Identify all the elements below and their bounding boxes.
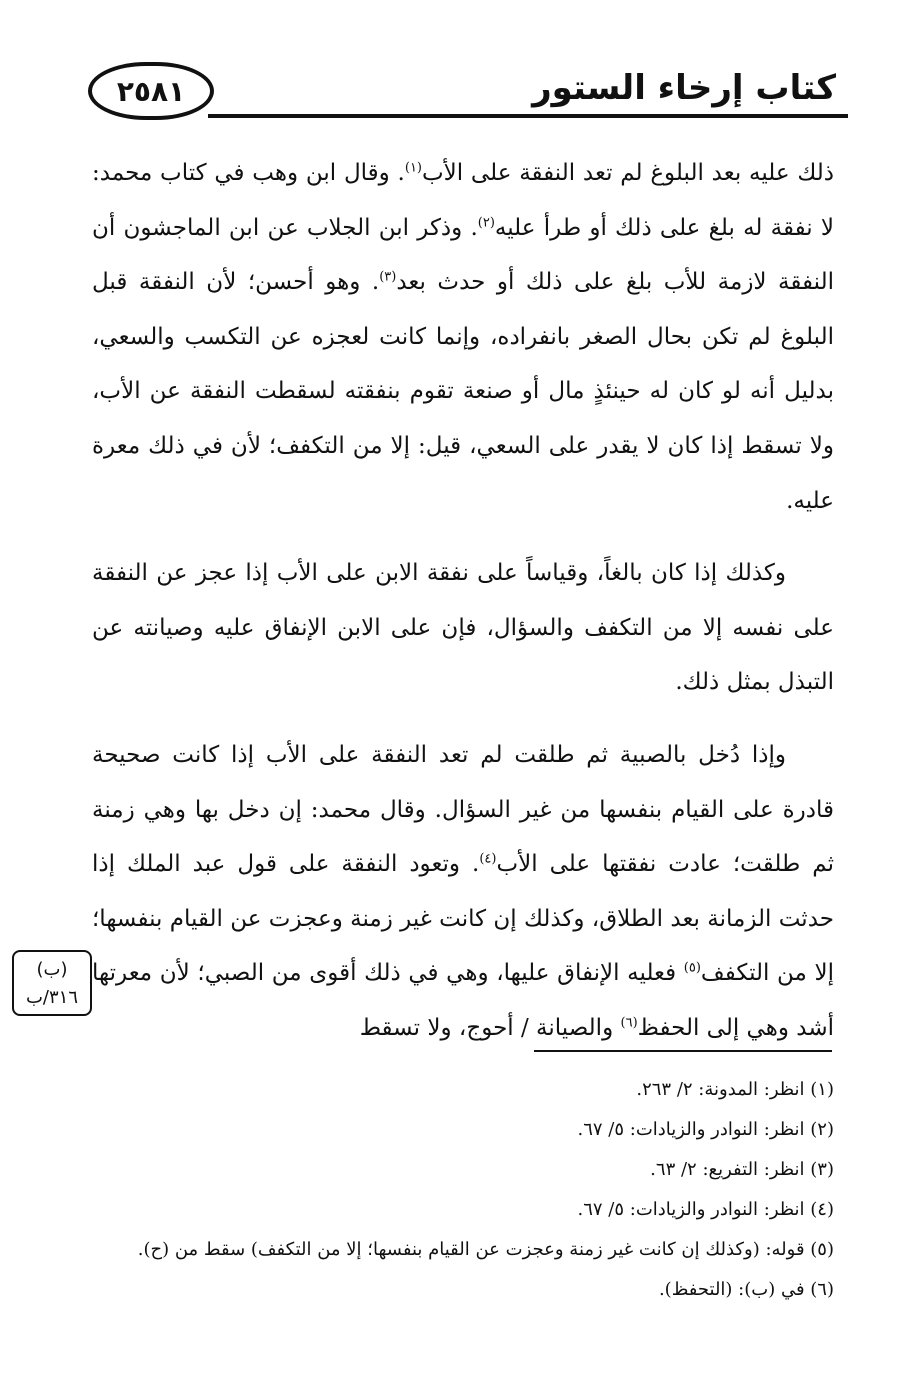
page-number: ٢٥٨١ — [116, 74, 186, 108]
footnote-ref-6: (٦) — [620, 1015, 638, 1031]
footnote-ref-1: (١) — [404, 160, 422, 176]
footnote-ref-2: (٢) — [477, 214, 495, 230]
manuscript-margin-note — [12, 950, 92, 1016]
text-segment: وإذا دُخل بالصبية ثم طلقت لم تعد النفقة على الأب إذا كانت صحيحة قادرة على القيام بنفسها من غير السؤال. وقال محمد: إن دخل بها وهي زمنة ثم طلقت؛ عادت نفقتها على الأب — [92, 741, 834, 878]
paragraph-3 — [92, 728, 834, 1056]
footnote-3: (٣) انظر: التفريع: ٢/ ٦٣. — [650, 1159, 834, 1180]
text-segment: . وذكر ابن الجلاب عن ابن الماجشون أن النفقة لازمة للأب بلغ على ذلك أو حدث بعد — [92, 214, 834, 296]
footnote-1: (١) انظر: المدونة: ٢/ ٢٦٣. — [636, 1079, 834, 1100]
footnote-ref-5: (٥) — [683, 960, 701, 976]
text-segment: والصيانة / أحوج، ولا تسقط — [359, 1014, 621, 1041]
text-segment: فعليه الإنفاق عليها، وهي في ذلك أقوى من الصبي؛ لأن معرتها أشد وهي إلى الحفظ — [92, 960, 834, 1041]
main-text — [92, 146, 834, 1074]
footnote-6: (٦) في (ب): (التحفظ). — [658, 1279, 834, 1300]
footnote-2: (٢) انظر: النوادر والزيادات: ٥/ ٦٧. — [577, 1119, 834, 1140]
text-segment: . وتعود النفقة على قول عبد الملك إذا حدثت الزمانة بعد الطلاق، وكذلك إن كانت غير زمنة وعجزت عن القيام بنفسها؛ إلا من التكفف — [92, 851, 834, 987]
paragraph-1 — [92, 146, 834, 528]
text-segment: وكذلك إذا كان بالغاً، وقياساً على نفقة الابن على الأب إذا عجز عن النفقة على نفسه إلا من التكفف والسؤال، فإن على الابن الإنفاق عليه وصيانته عن التبذل بمثل ذلك. — [92, 560, 834, 696]
text-segment: . وهو أحسن؛ لأن النفقة قبل البلوغ لم تكن بحال الصغر بانفراده، وإنما كانت لعجزه عن التكسب والسعي، بدليل أنه لو كان له حينئذٍ مال أو صنعة تقوم بنفقته لسقطت النفقة عن الأب، ولا تسقط إذا كان لا يقدر على السعي، قيل: إلا من التكفف؛ لأن في ذلك معرة عليه. — [92, 269, 834, 514]
text-segment: . وقال ابن وهب في كتاب محمد: لا نفقة له بلغ على ذلك أو طرأ عليه — [92, 160, 834, 241]
footnote-4: (٤) انظر: النوادر والزيادات: ٥/ ٦٧. — [577, 1199, 834, 1220]
footnote-5: (٥) قوله: (وكذلك إن كانت غير زمنة وعجزت عن القيام بنفسها؛ إلا من التكفف) سقط من (ح). — [137, 1239, 834, 1260]
margin-note-line: (ب) — [36, 959, 68, 980]
page-number-frame — [88, 62, 214, 120]
footnotes — [92, 1070, 834, 1310]
footnote-ref-3: (٣) — [379, 269, 397, 285]
header-rule — [208, 114, 848, 118]
text-segment: ذلك عليه بعد البلوغ لم تعد النفقة على الأب — [422, 160, 834, 186]
margin-note-line: ٣١٦/ب — [25, 987, 79, 1008]
footnote-separator — [534, 1050, 832, 1052]
book-title: كتاب إرخاء الستور — [532, 68, 836, 108]
paragraph-2 — [92, 546, 834, 710]
footnote-ref-4: (٤) — [479, 851, 497, 867]
page-header — [88, 62, 848, 126]
